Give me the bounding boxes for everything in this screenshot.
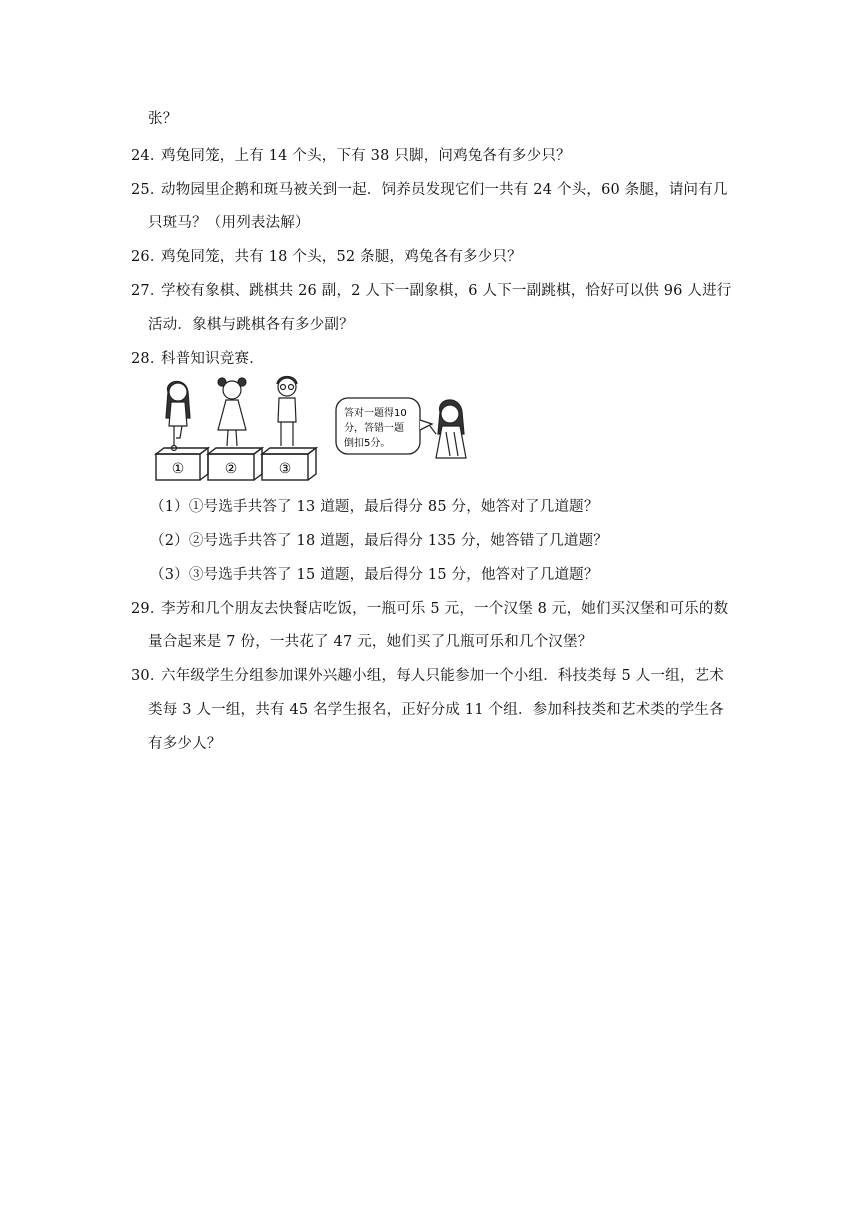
bubble-text-line-2: 分，答错一题 [344, 423, 404, 434]
question-text: 李芳和几个朋友去快餐店吃饭，一瓶可乐 5 元，一个汉堡 8 元，她们买汉堡和可乐的数 [161, 601, 729, 617]
question-24 [131, 146, 571, 166]
question-number: 27． [131, 283, 165, 299]
question-text: 学校有象棋、跳棋共 26 副，2 人下一副象棋，6 人下一副跳棋，恰好可以供 96 人进行 [161, 283, 732, 299]
question-number: 25． [131, 182, 165, 198]
contestant-1-figure [166, 381, 190, 450]
question-text: 六年级学生分组参加课外兴趣小组，每人只能参加一个小组．科技类每 5 人一组，艺术 [161, 668, 724, 684]
question-text: 动物园里企鹅和斑马被关到一起．饲养员发现它们一共有 24 个头，60 条腿，请问有几 [161, 182, 728, 198]
podium-label-3: ③ [278, 461, 292, 477]
question-28-part-2: （2）②号选手共答了 18 道题，最后得分 135 分，她答错了几道题？ [150, 533, 608, 549]
question-text: 鸡兔同笼，上有 14 个头，下有 38 只脚，问鸡兔各有多少只？ [161, 148, 571, 164]
question-27 [131, 281, 732, 301]
bubble-text-line-3: 倒扣5分。 [344, 438, 391, 449]
question-26 [131, 247, 522, 267]
host-figure [430, 400, 466, 458]
contestant-2-figure [218, 378, 246, 446]
question-number: 28． [131, 351, 165, 367]
question-number: 24． [131, 148, 165, 164]
question-30-cont-2: 有多少人？ [148, 736, 222, 752]
podium-label-1: ① [171, 461, 185, 477]
question-28-part-3: （3）③号选手共答了 15 道题，最后得分 15 分，他答对了几道题？ [150, 567, 599, 583]
question-30-cont-1: 类每 3 人一组，共有 45 名学生报名，正好分成 11 个组．参加科技类和艺术类的学生各 [148, 702, 724, 718]
question-28 [131, 349, 264, 369]
question-number: 30． [131, 668, 165, 684]
question-27-cont: 活动．象棋与跳棋各有多少副？ [148, 317, 354, 333]
bubble-text-line-1: 答对一题得10 [344, 408, 407, 419]
quiz-illustration [150, 372, 480, 490]
question-text: 鸡兔同笼，共有 18 个头，52 条腿，鸡兔各有多少只？ [161, 249, 522, 265]
question-29-cont: 量合起来是 7 份，一共花了 47 元，她们买了几瓶可乐和几个汉堡？ [148, 634, 593, 650]
speech-bubble [336, 398, 432, 454]
contestant-3-figure [277, 377, 297, 447]
quiz-figure [150, 372, 480, 490]
question-text: 科普知识竞赛． [161, 351, 264, 367]
continuation-text: 张？ [148, 111, 178, 127]
podium-label-2: ② [224, 461, 238, 477]
question-28-part-1: （1）①号选手共答了 13 道题，最后得分 85 分，她答对了几道题？ [150, 499, 599, 515]
question-number: 26． [131, 249, 165, 265]
question-25 [131, 180, 728, 200]
question-30 [131, 666, 724, 686]
question-29 [131, 599, 728, 619]
question-number: 29． [131, 601, 165, 617]
question-25-cont: 只斑马？（用列表法解） [148, 215, 310, 231]
